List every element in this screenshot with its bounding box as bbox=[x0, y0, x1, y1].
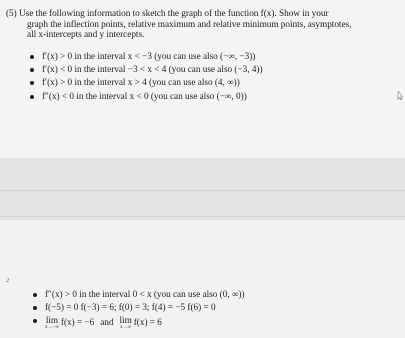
conditions-list-bottom bbox=[33, 288, 245, 331]
limits-row bbox=[45, 316, 162, 331]
limit-subscript: x→−∞ bbox=[45, 325, 59, 331]
condition-item: f″(x) > 0 in the interval 0 < x (you can use also (0, ∞)) bbox=[33, 288, 245, 301]
limit-operator bbox=[119, 316, 131, 331]
limit-subscript: x→∞ bbox=[120, 325, 132, 331]
problem-statement bbox=[6, 9, 398, 41]
conditions-list-top bbox=[30, 50, 263, 103]
condition-item: f′(x) > 0 in the interval x < −3 (you can use also (−∞, −3)) bbox=[30, 50, 263, 63]
cursor-icon bbox=[397, 91, 403, 100]
divider bbox=[0, 216, 405, 217]
condition-item: f(−5) = 0 f(−3) = 6; f(0) = 3; f(4) = −5 f(6) = 0 bbox=[33, 301, 245, 314]
page-number: 2 bbox=[6, 277, 10, 284]
problem-line-2: graph the inflection points, relative maximum and relative minimum points, asymptotes, bbox=[27, 19, 352, 30]
condition-item: f″(x) < 0 in the interval x < 0 (you can use also (−∞, 0)) bbox=[30, 90, 263, 103]
divider bbox=[0, 190, 405, 191]
limit-word: lim bbox=[119, 315, 132, 326]
limit-expression: f(x) = 6 bbox=[133, 317, 162, 328]
condition-item: f′(x) < 0 in the interval −3 < x < 4 (you can use also (−3, 4)) bbox=[30, 63, 263, 76]
limit-operator bbox=[45, 316, 59, 331]
condition-item-limits bbox=[33, 314, 245, 331]
page-gap bbox=[0, 158, 405, 220]
limit-expression: f(x) = −6 bbox=[60, 317, 95, 328]
and-word: and bbox=[100, 317, 114, 328]
problem-line-1: (5) Use the following information to sketch the graph of the function f(x). Show in your bbox=[6, 9, 329, 19]
problem-line-3: all x-intercepts and y intercepts. bbox=[27, 30, 145, 41]
limit-word: lim bbox=[45, 315, 59, 326]
condition-item: f′(x) > 0 in the interval x > 4 (you can use also (4, ∞)) bbox=[30, 76, 263, 89]
